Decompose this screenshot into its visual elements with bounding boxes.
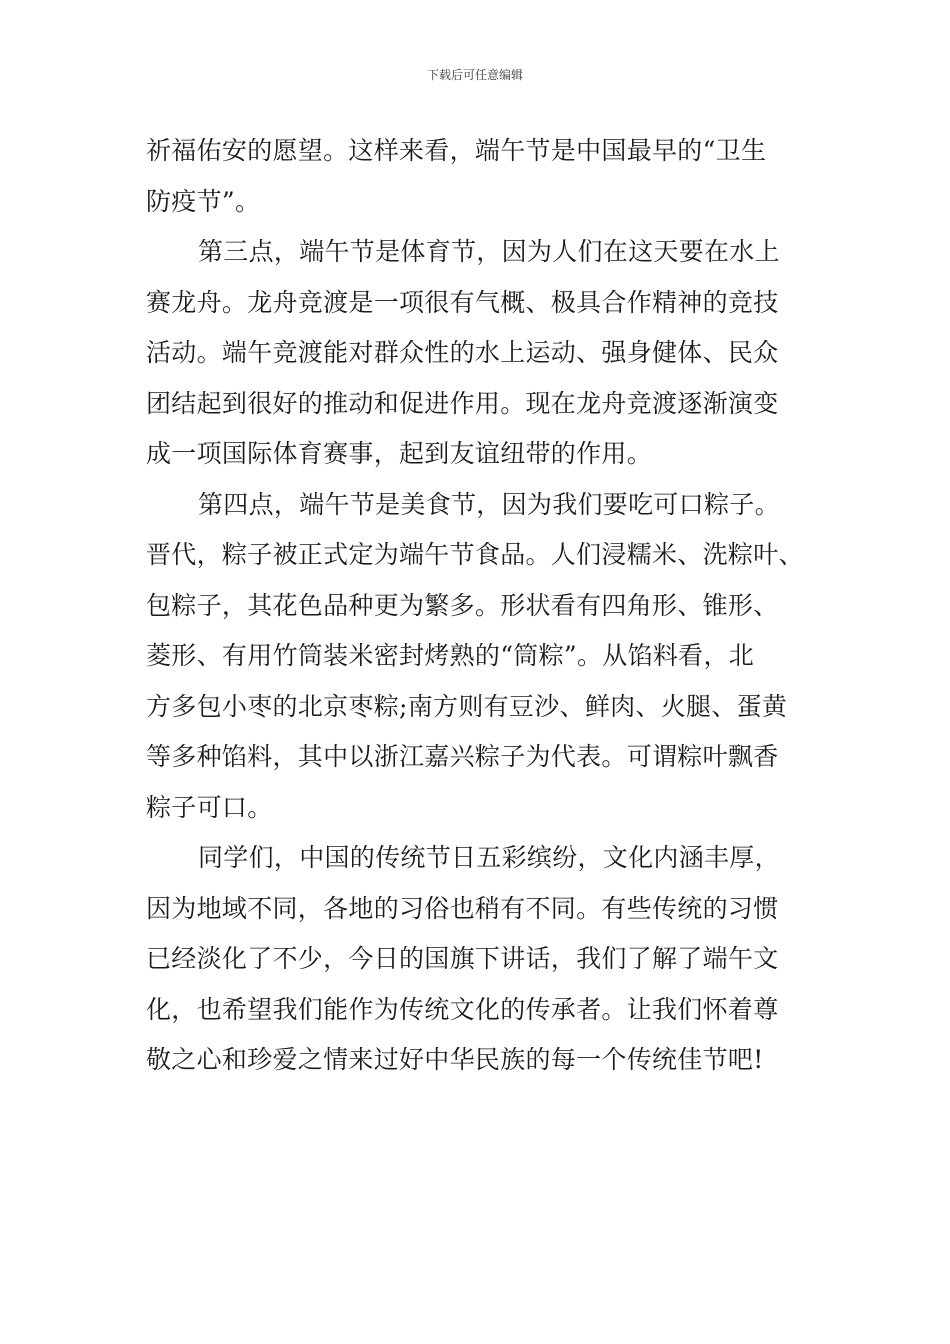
text-line: 等多种馅料，其中以浙江嘉兴粽子为代表。可谓粽叶飘香	[146, 742, 779, 771]
text-line: 第三点，端午节是体育节，因为人们在这天要在水上	[198, 237, 780, 266]
document-body	[146, 126, 802, 1086]
paragraph	[146, 833, 802, 1086]
page-header: 下载后可任意编辑	[426, 68, 523, 82]
text-line: 防疫节”。	[146, 186, 261, 216]
text-line: 同学们，中国的传统节日五彩缤纷，文化内涵丰厚，	[198, 843, 780, 872]
text-line: 已经淡化了不少，今日的国旗下讲话，我们了解了端午文	[146, 944, 779, 973]
text-line: 活动。端午竞渡能对群众性的水上运动、强身健体、民众	[146, 338, 779, 367]
text-line: 晋代，粽子被正式定为端午节食品。人们浸糯米、洗粽叶、	[146, 540, 804, 569]
text-line: 赛龙舟。龙舟竞渡是一项很有气概、极具合作精神的竞技	[146, 287, 779, 317]
text-line: 粽子可口。	[146, 792, 273, 822]
text-line: 因为地域不同，各地的习俗也稍有不同。有些传统的习惯	[146, 893, 779, 923]
text-line: 成一项国际体育赛事，起到友谊纽带的作用。	[146, 439, 653, 468]
text-line: 菱形、有用竹筒装米密封烤熟的“筒粽”。从馅料看，北	[146, 641, 755, 670]
text-line: 方多包小枣的北京枣粽;南方则有豆沙、鲜肉、火腿、蛋黄	[146, 691, 788, 721]
text-line: 祈福佑安的愿望。这样来看，端午节是中国最早的“卫生	[146, 136, 767, 165]
text-line: 第四点，端午节是美食节，因为我们要吃可口粽子。	[198, 489, 780, 519]
text-line: 团结起到很好的推动和促进作用。现在龙舟竞渡逐渐演变	[146, 388, 779, 418]
text-line: 敬之心和珍爱之情来过好中华民族的每一个传统佳节吧!	[146, 1045, 764, 1074]
paragraph	[146, 480, 802, 834]
text-line: 包粽子，其花色品种更为繁多。形状看有四角形、锥形、	[146, 590, 779, 620]
paragraph	[146, 126, 802, 227]
text-line: 化，也希望我们能作为传统文化的传承者。让我们怀着尊	[146, 994, 779, 1024]
paragraph	[146, 227, 802, 480]
